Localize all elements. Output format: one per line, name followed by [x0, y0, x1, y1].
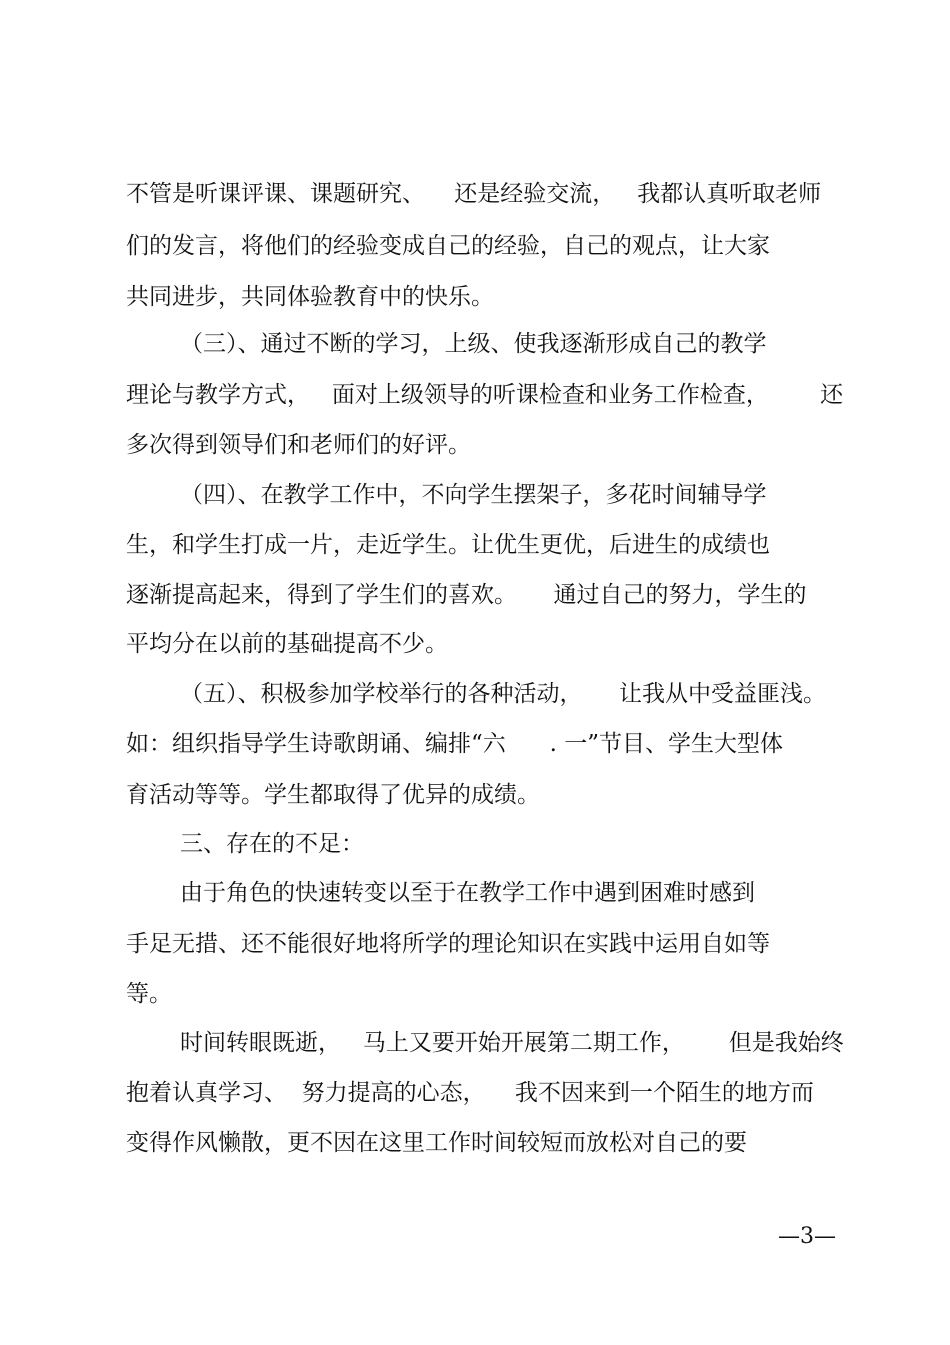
text-line: 理论与教学方式， 面对上级领导的听课检查和业务工作检查， 还 — [126, 382, 844, 408]
text-line: 由于角色的快速转变以至于在教学工作中遇到困难时感到 — [180, 880, 755, 906]
text-line: 平均分在以前的基础提高不少。 — [126, 631, 448, 657]
text-line: 育活动等等。学生都取得了优异的成绩。 — [126, 782, 540, 808]
text-line: 手足无措、还不能很好地将所学的理论知识在实践中运用自如等 — [126, 931, 770, 957]
text-line: （三）、通过不断的学习，上级、使我逐渐形成自己的教学 — [180, 331, 767, 357]
text-line: 共同进步，共同体验教育中的快乐。 — [126, 284, 494, 310]
text-line: 多次得到领导们和老师们的好评。 — [126, 432, 471, 458]
text-line: （四）、在教学工作中，不向学生摆架子，多花时间辅导学 — [180, 482, 767, 508]
text-line: 们的发言，将他们的经验变成自己的经验，自己的观点，让大家 — [126, 233, 770, 259]
section-heading: 三、存在的不足： — [180, 831, 364, 857]
text-line: 时间转眼既逝， 马上又要开始开展第二期工作， 但是我始终 — [180, 1030, 844, 1056]
text-line: 变得作风懒散，更不因在这里工作时间较短而放松对自己的要 — [126, 1130, 747, 1156]
text-line: 生，和学生打成一片，走近学生。让优生更优，后进生的成绩也 — [126, 532, 770, 558]
text-line: （五）、积极参加学校举行的各种活动， 让我从中受益匪浅。 — [180, 681, 827, 707]
text-line: 如：组织指导学生诗歌朗诵、编排“六 . 一”节目、学生大型体 — [126, 731, 784, 757]
text-line: 不管是听课评课、课题研究、 还是经验交流， 我都认真听取老师 — [126, 181, 822, 207]
text-line: 逐渐提高起来，得到了学生们的喜欢。 通过自己的努力，学生的 — [126, 582, 807, 608]
page-number: —3— — [778, 1224, 836, 1249]
text-line: 等。 — [126, 981, 172, 1007]
text-line: 抱着认真学习、 努力提高的心态， 我不因来到一个陌生的地方而 — [126, 1080, 814, 1106]
